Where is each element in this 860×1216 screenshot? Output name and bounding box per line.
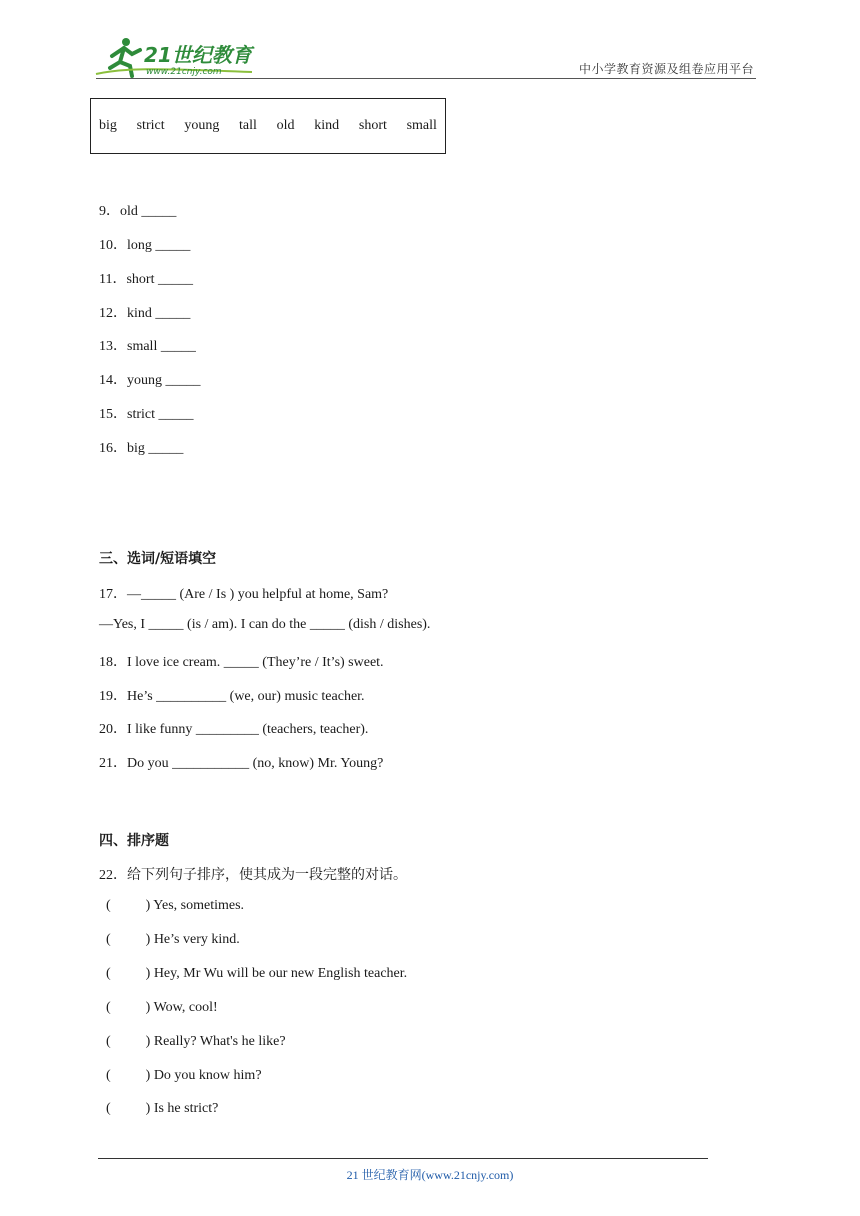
question-20: 20．I like funny _________ (teachers, teacher). <box>99 722 369 737</box>
question-9: 9．old _____ <box>99 204 177 219</box>
question-11: 11．short _____ <box>99 272 193 287</box>
question-12: 12．kind _____ <box>99 306 191 321</box>
ordering-item: ( ) Wow, cool! <box>106 1000 218 1015</box>
footer-divider <box>98 1158 708 1159</box>
ordering-item: ( ) He’s very kind. <box>106 932 240 947</box>
question-17: 17．—_____ (Are / Is ) you helpful at home, Sam? <box>99 587 389 602</box>
question-15: 15．strict _____ <box>99 407 194 422</box>
ordering-item: ( ) Yes, sometimes. <box>106 898 245 913</box>
header-divider <box>96 78 756 79</box>
ordering-item: ( ) Is he strict? <box>106 1101 219 1116</box>
question-14: 14．young _____ <box>99 373 201 388</box>
question-10: 10．long _____ <box>99 238 191 253</box>
section-4-title: 四、排序题 <box>99 833 169 849</box>
word-box-item: strict <box>136 118 165 133</box>
question-16: 16．big _____ <box>99 441 184 456</box>
word-box-item: small <box>406 118 437 133</box>
platform-name: 中小学教育资源及组卷应用平台 <box>578 62 754 76</box>
word-box-item: old <box>276 118 295 133</box>
word-box <box>90 98 446 154</box>
ordering-item: ( ) Hey, Mr Wu will be our new English teacher. <box>106 966 408 981</box>
word-box-item: big <box>99 118 117 133</box>
word-box-item: short <box>358 118 387 133</box>
question-18: 18．I love ice cream. _____ (They’re / It’s) sweet. <box>99 655 384 670</box>
question-22-instruction: 22．给下列句子排序，使其成为一段完整的对话。 <box>99 868 407 883</box>
question-19: 19．He’s __________ (we, our) music teacher. <box>99 689 365 704</box>
footer-text: 21 世纪教育网(www.21cnjy.com) <box>346 1168 514 1182</box>
question-13: 13．small _____ <box>99 339 196 354</box>
question-21: 21．Do you ___________ (no, know) Mr. Young? <box>99 756 384 771</box>
word-box-item: young <box>184 118 220 133</box>
question-17-reply: —Yes, I _____ (is / am). I can do the _____ (dish / dishes). <box>99 617 431 632</box>
site-logo <box>92 34 262 80</box>
ordering-item: ( ) Really? What's he like? <box>106 1034 286 1049</box>
word-box-item: kind <box>314 118 340 133</box>
word-box-item: tall <box>239 118 257 133</box>
section-3-title: 三、选词/短语填空 <box>99 551 217 567</box>
logo-main-text: 21世纪教育 <box>144 43 252 67</box>
ordering-item: ( ) Do you know him? <box>106 1068 262 1083</box>
logo-sub-text: www.21cnjy.com <box>146 67 222 77</box>
